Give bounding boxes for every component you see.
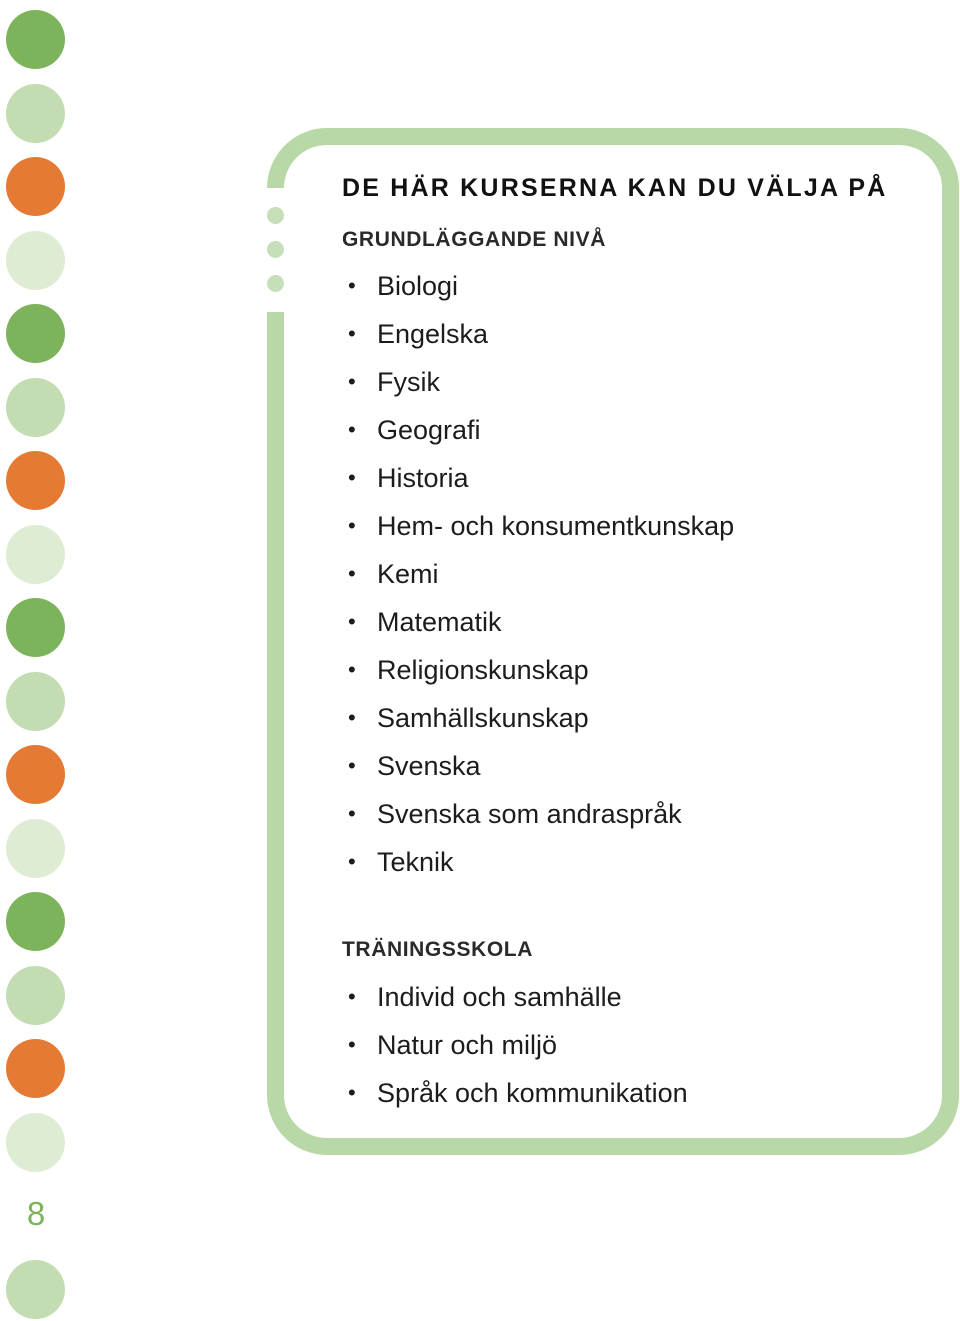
bullet-icon: • bbox=[348, 273, 356, 298]
course-name: Hem- och konsumentkunskap bbox=[377, 511, 735, 541]
decorative-dot bbox=[6, 84, 65, 143]
decorative-dot bbox=[6, 598, 65, 657]
frame-decorative-dot bbox=[267, 207, 284, 224]
course-name: Teknik bbox=[377, 847, 454, 877]
decorative-dot bbox=[6, 157, 65, 216]
decorative-dot bbox=[6, 819, 65, 878]
course-item bbox=[342, 406, 734, 454]
bullet-icon: • bbox=[348, 513, 356, 538]
bullet-icon: • bbox=[348, 417, 356, 442]
course-name: Samhällskunskap bbox=[377, 703, 589, 733]
decorative-dot bbox=[6, 1113, 65, 1172]
course-name: Svenska som andraspråk bbox=[377, 799, 682, 829]
box-heading: DE HÄR KURSERNA KAN DU VÄLJA PÅ bbox=[342, 174, 888, 202]
course-name: Fysik bbox=[377, 367, 440, 397]
course-item bbox=[342, 358, 734, 406]
course-item bbox=[342, 973, 688, 1021]
bullet-icon: • bbox=[348, 984, 356, 1009]
course-item bbox=[342, 742, 734, 790]
decorative-dot bbox=[6, 1260, 65, 1319]
decorative-dot bbox=[6, 378, 65, 437]
bullet-icon: • bbox=[348, 561, 356, 586]
course-name: Religionskunskap bbox=[377, 655, 589, 685]
course-item bbox=[342, 502, 734, 550]
decorative-dot bbox=[6, 892, 65, 951]
course-item bbox=[342, 1069, 688, 1117]
decorative-dot bbox=[6, 231, 65, 290]
decorative-dot bbox=[6, 1039, 65, 1098]
page-number: 8 bbox=[26, 1195, 46, 1232]
course-item bbox=[342, 550, 734, 598]
course-item bbox=[342, 598, 734, 646]
course-item bbox=[342, 262, 734, 310]
decorative-dot bbox=[6, 672, 65, 731]
course-item bbox=[342, 838, 734, 886]
course-list-grundlaggande bbox=[342, 262, 734, 886]
course-item bbox=[342, 790, 734, 838]
bullet-icon: • bbox=[348, 1032, 356, 1057]
course-name: Individ och samhälle bbox=[377, 982, 622, 1012]
section-label-grundlaggande: GRUNDLÄGGANDE NIVÅ bbox=[342, 228, 606, 251]
course-name: Natur och miljö bbox=[377, 1030, 558, 1060]
bullet-icon: • bbox=[348, 849, 356, 874]
decorative-dot bbox=[6, 745, 65, 804]
bullet-icon: • bbox=[348, 465, 356, 490]
decorative-dot bbox=[6, 525, 65, 584]
bullet-icon: • bbox=[348, 801, 356, 826]
course-item bbox=[342, 694, 734, 742]
course-item bbox=[342, 646, 734, 694]
course-name: Biologi bbox=[377, 271, 459, 301]
decorative-dot bbox=[6, 304, 65, 363]
frame-decorative-dot bbox=[267, 275, 284, 292]
bullet-icon: • bbox=[348, 369, 356, 394]
course-item bbox=[342, 454, 734, 502]
course-name: Historia bbox=[377, 463, 469, 493]
bullet-icon: • bbox=[348, 705, 356, 730]
frame-decorative-dot bbox=[267, 241, 284, 258]
decorative-dot bbox=[6, 451, 65, 510]
course-name: Kemi bbox=[377, 559, 439, 589]
course-list-traningsskola bbox=[342, 973, 688, 1117]
bullet-icon: • bbox=[348, 321, 356, 346]
course-name: Svenska bbox=[377, 751, 481, 781]
bullet-icon: • bbox=[348, 657, 356, 682]
section-label-traningsskola: TRÄNINGSSKOLA bbox=[342, 938, 533, 961]
bullet-icon: • bbox=[348, 609, 356, 634]
decorative-dot bbox=[6, 10, 65, 69]
course-item bbox=[342, 310, 734, 358]
course-name: Matematik bbox=[377, 607, 502, 637]
decorative-dot bbox=[6, 966, 65, 1025]
bullet-icon: • bbox=[348, 1080, 356, 1105]
course-name: Språk och kommunikation bbox=[377, 1078, 688, 1108]
bullet-icon: • bbox=[348, 753, 356, 778]
course-name: Geografi bbox=[377, 415, 481, 445]
course-name: Engelska bbox=[377, 319, 489, 349]
course-item bbox=[342, 1021, 688, 1069]
